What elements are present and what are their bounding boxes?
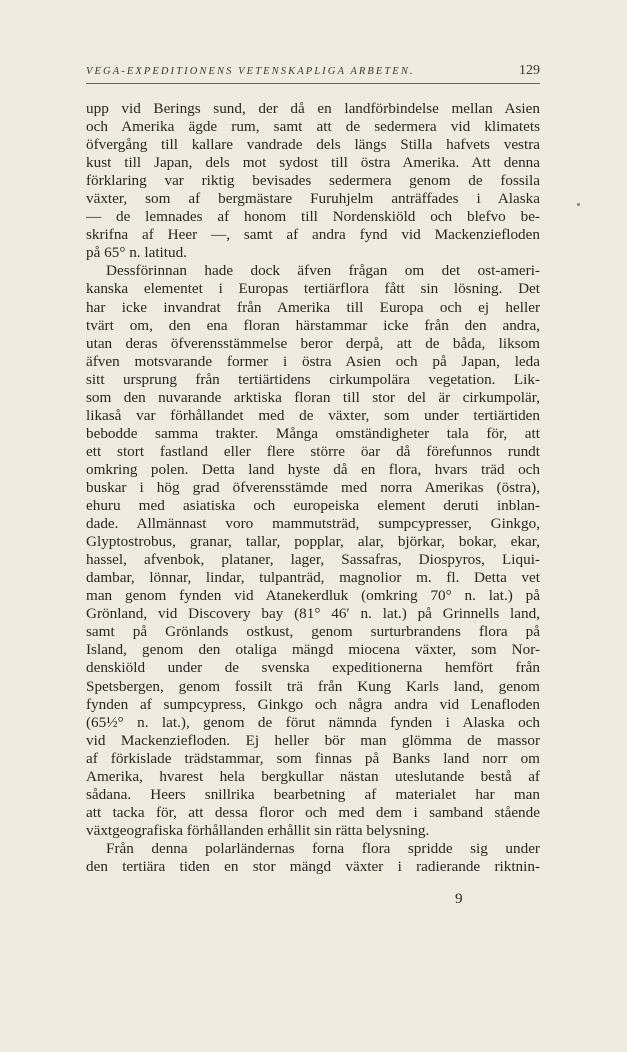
text-line: samt på Grönlands ostkust, genom surturbrandens flora på <box>86 623 540 641</box>
text-line: och Amerika ägde rum, samt att de sedermera vid klimatets <box>86 118 540 136</box>
text-line: förklaring var riktig bevisades sedermera genom de fossila <box>86 172 540 190</box>
text-line: utan deras öfverensstämmelse beror derpå, att de båda, liksom <box>86 334 540 352</box>
text-line: har icke invandrat från Amerika till Europa och ej heller <box>86 298 540 316</box>
text-line: denskiöld under de svenska expeditionerna hemfört från <box>86 659 540 677</box>
text-line: hassel, afvenbok, plataner, lager, Sassafras, Diospyros, Liqui- <box>86 551 540 569</box>
text-line: Amerika, hvarest hela bergkullar nästan uteslutande bestå af <box>86 767 540 785</box>
text-line: likaså var förhållandet med de växter, som under tertiärtiden <box>86 406 540 424</box>
text-line: kanska elementet i Europas tertiärflora fått sin lösning. Det <box>86 280 540 298</box>
text-line: Spetsbergen, genom fossilt trä från Kung Karls land, genom <box>86 677 540 695</box>
text-line: — de lemnades af honom till Nordenskiöld och blefvo be- <box>86 208 540 226</box>
text-line: (65½° n. lat.), genom de förut nämnda fynden i Alaska och <box>86 713 540 731</box>
text-line: dade. Allmännast voro mammutsträd, sumpcypresser, Ginkgo, <box>86 515 540 533</box>
text-line: öfvergång till kallare vandrade dels längs Stilla hafvets vestra <box>86 136 540 154</box>
text-line: Island, genom den otaliga mängd miocena växter, som Nor- <box>86 641 540 659</box>
running-title: VEGA-EXPEDITIONENS VETENSKAPLIGA ARBETEN. <box>86 66 415 77</box>
text-line: omkring polen. Detta land hyste då en flora, hvars träd och <box>86 460 540 478</box>
text-line: dambar, lönnar, lindar, tulpanträd, magnolior m. fl. Detta vet <box>86 569 540 587</box>
text-line: sådana. Heers snillrika bearbetning af materialet har man <box>86 785 540 803</box>
text-line: bebodde samma trakter. Många omständigheter tala för, att <box>86 424 540 442</box>
text-line: äfven motsvarande former i östra Asien och på Japan, leda <box>86 352 540 370</box>
text-line: buskar i hög grad öfverensstämde med norra Amerikas (östra), <box>86 478 540 496</box>
text-line: växtgeografiska förhållanden erhållit sin rätta belysning. <box>86 821 430 839</box>
text-line: Dessförinnan hade dock äfven frågan om det ost-ameri- <box>106 262 540 280</box>
margin-speck <box>577 203 580 206</box>
text-line: upp vid Berings sund, der då en landförbindelse mellan Asien <box>86 100 540 117</box>
text-line: som den nuvarande arktiska floran till stor del är cirkumpolär, <box>86 388 540 406</box>
text-line: att tacka för, att dessa floror och med dem i samband stående <box>86 803 540 821</box>
text-line: vid Mackenziefloden. Ej heller bör man glömma de massor <box>86 731 540 749</box>
text-line: kust till Japan, dels mot sydost till östra Amerika. Att denna <box>86 154 540 172</box>
running-head <box>86 63 540 84</box>
text-line: Från denna polarländernas forna flora spridde sig under <box>106 839 540 857</box>
text-line: Glyptostrobus, granar, tallar, popplar, alar, björkar, bokar, ekar, <box>86 533 540 551</box>
text-line: den tertiära tiden en stor mängd växter i radierande riktnin- <box>86 857 540 875</box>
text-line: Grönland, vid Discovery bay (81° 46′ n. lat.) på Grinnells land, <box>86 605 540 623</box>
text-line: ett stort fastland eller flere större öar då förefunnos rundt <box>86 442 540 460</box>
text-line: man genom fynden vid Atanekerdluk (omkring 70° n. lat.) på <box>86 587 540 605</box>
text-line: ehuru med asiatiska och europeiska element deruti inblan- <box>86 497 540 515</box>
text-line: på 65° n. latitud. <box>86 244 187 262</box>
text-line: sitt ursprung från tertiärtidens cirkumpolära vegetation. Lik- <box>86 370 540 388</box>
body-text <box>86 100 540 876</box>
text-line: skrifna af Heer —, samt af andra fynd vid Mackenziefloden <box>86 226 540 244</box>
signature-mark: 9 <box>455 890 463 907</box>
text-line: af förkislade trädstammar, som finnas på Banks land norr om <box>86 749 540 767</box>
text-line: fynden af sumpcypress, Ginkgo och några andra vid Lenafloden <box>86 695 540 713</box>
text-line: växter, som af bergmästare Furuhjelm anträffades i Alaska <box>86 190 540 208</box>
page-number: 129 <box>519 63 540 78</box>
text-line: tvärt om, den ena floran härstammar icke från den andra, <box>86 316 540 334</box>
